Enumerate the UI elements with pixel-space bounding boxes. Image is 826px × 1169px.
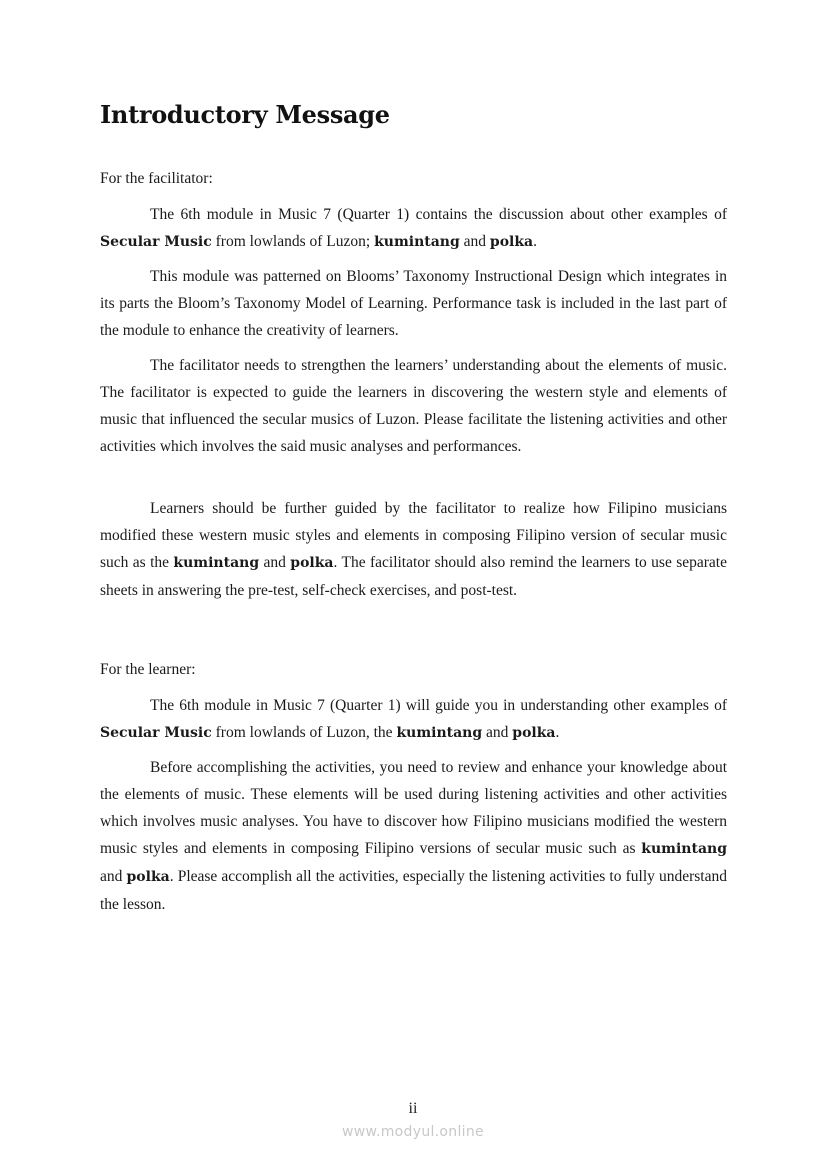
text: . [555,724,560,741]
text: . Please accomplish all the activities, especially the listening activities to fully understand the lesson. [100,868,727,913]
text: Before accomplishing the activities, you need to review and enhance your knowledge about the elements of music. These elements will be used during listening activities and other activities which involves music analyses. You have to discover how Filipino musicians modified the western music styles and elements in composing Filipino versions of secular music such as [100,759,727,857]
text: and [482,724,513,741]
bold-term: Secular Music [100,234,212,250]
bold-term: Secular Music [100,725,212,741]
text: from lowlands of Luzon, the [211,724,397,741]
text: and [259,554,291,571]
bold-term: polka [512,725,556,741]
text: The 6th module in Music 7 (Quarter 1) will guide you in understanding other examples of [150,697,727,714]
text: Learners should be further guided by the facilitator to realize how Filipino musicians modified these western music styles and elements in composing Filipino version of secular music such as the [100,500,727,571]
page-number: ii [408,1100,418,1117]
text: and [459,233,490,250]
facilitator-paragraph-1 [100,201,727,256]
text: and [100,868,127,885]
bold-term: polka [290,555,334,571]
text: . The facilitator should also remind the learners to use separate sheets in answering the pre-test, self-check exercises, and post-test. [100,554,727,599]
text: . [533,233,537,250]
bold-term: kumintang [641,841,727,857]
bold-term: kumintang [396,725,483,741]
bold-term: kumintang [374,234,460,250]
facilitator-section-label: For the facilitator: [100,170,213,187]
page-title: Introductory Message [100,100,390,129]
bold-term: polka [489,234,534,250]
facilitator-paragraph-2: This module was patterned on Blooms’ Taxonomy Instructional Design which integrates in its parts the Bloom’s Taxonomy Model of Learning. Performance task is included in the last part of the module to enhance the creativity of learners. [100,268,727,339]
learner-paragraph-2 [100,754,727,918]
text: from lowlands of Luzon; [211,233,375,250]
learner-paragraph-1 [100,692,727,747]
text: The 6th module in Music 7 (Quarter 1) contains the discussion about other examples of [150,206,727,223]
facilitator-paragraph-3: The facilitator needs to strengthen the learners’ understanding about the elements of music. The facilitator is expected to guide the learners in discovering the western style and elements of music that influenced the secular musics of Luzon. Please facilitate the listening activities and other activities which involves the said music analyses and performances. [100,357,727,455]
facilitator-paragraph-4 [100,495,727,604]
bold-term: polka [126,869,170,885]
bold-term: kumintang [173,555,260,571]
watermark: www.modyul.online [342,1124,484,1140]
learner-section-label: For the learner: [100,661,196,678]
